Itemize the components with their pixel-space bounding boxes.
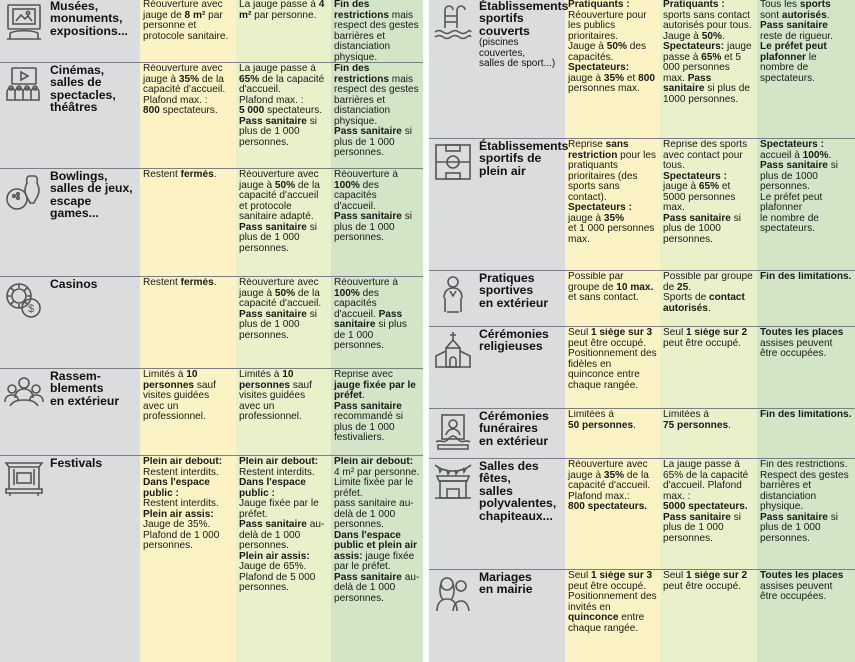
category-title: Cérémonies religieuses: [479, 327, 549, 354]
category-title: Bowlings, salles de jeux, escape games...: [50, 169, 133, 221]
category-label: [479, 571, 563, 596]
phase-3-cell: Réouverture à 100% des capacités d'accueil. Pass sanitaire si plus de 1 000 personnes.: [334, 170, 412, 243]
table-row-cinemas: [0, 64, 423, 170]
row-divider: [0, 368, 423, 369]
phase-3-cell: Fin des restrictions. Respect des gestes barrières et distanciation physique. Pass sanitaire si plus de 1 000 personnes.: [760, 460, 849, 544]
table-row-etab-plein-air: [429, 140, 855, 272]
category-title: Festivals: [50, 456, 103, 470]
category-title: Établissements sportifs couverts: [479, 0, 569, 38]
category-title: Mariages en mairie: [479, 570, 533, 597]
category-cell: [0, 64, 140, 170]
phase-3-cell: Spectateurs : accueil à 100%. Pass sanitaire si plus de 1000 personnes. Le préfet peut plafonner le nombre de spectateurs.: [760, 140, 838, 234]
category-cell: [0, 457, 140, 662]
phase-1-cell: Plein air debout: Restent interdits. Dans l'espace public : Restent interdits. Plein air assis: Jauge de 35%. Plafond de 1 000 personnes.: [143, 457, 223, 551]
table-row-mariages: [429, 571, 855, 662]
phase-3-cell: Toutes les places assises peuvent être occupées.: [760, 328, 844, 359]
category-title: Cérémonies funéraires en extérieur: [479, 409, 549, 448]
phase-1-cell: Réouverture avec jauge de 8 m² par personne et protocole sanitaire.: [143, 0, 229, 42]
phase-2-cell: Reprise des sports avec contact pour tous. Spectateurs : jauge à 65% et 5000 personnes max. Pass sanitaire si plus de 1000 personnes.: [663, 140, 748, 245]
phase-2-cell: Limités à 10 personnes sauf visites guidées avec un professionnel.: [239, 370, 312, 422]
row-divider: [0, 168, 423, 169]
category-cell: [0, 370, 140, 457]
row-divider: [429, 270, 855, 271]
table-row-pratiques: [429, 272, 855, 328]
category-cell: [429, 410, 565, 460]
category-label: [50, 370, 138, 407]
table-row-religieuses: [429, 328, 855, 410]
category-label: [479, 460, 563, 522]
category-label: [479, 328, 563, 353]
svg-text:$: $: [27, 303, 35, 315]
phase-1-cell: Seul 1 siège sur 3 peut être occupé. Positionnement des invités en quinconce entre chaque rangée.: [568, 571, 657, 634]
phase-1-cell: Possible par groupe de 10 max. et sans contact.: [568, 272, 654, 303]
left-table-panel: [0, 0, 423, 662]
row-divider: [429, 138, 855, 139]
phase-2-cell: Pratiquants : sports sans contact autorisés pour tous. Jauge à 50%. Spectateurs: jauge passe à 65% et 5 000 personnes max. Pass sanitaire si plus de 1000 personnes.: [663, 0, 752, 105]
row-divider: [429, 326, 855, 327]
phase-3-cell: Fin des limitations.: [760, 272, 852, 282]
phase-2-cell: Seul 1 siège sur 2 peut être occupé.: [663, 328, 748, 349]
casino-icon: [4, 280, 44, 320]
category-title: Pratiques sportives en extérieur: [479, 271, 549, 310]
category-label: [50, 0, 138, 37]
party-hall-icon: [433, 462, 473, 502]
category-cell: [429, 272, 565, 328]
phase-3-cell: Réouverture à 100% des capacités d'accueil. Pass sanitaire si plus de 1 000 personnes.: [334, 278, 407, 351]
festival-stage-icon: [4, 459, 44, 499]
phase-2-cell: Limitées à 75 personnes.: [663, 410, 731, 431]
row-divider: [429, 458, 855, 459]
category-title: Établissements sportifs de plein air: [479, 139, 569, 178]
sports-field-icon: [433, 142, 473, 182]
row-divider: [0, 62, 423, 63]
category-label: [479, 410, 563, 447]
row-divider: [0, 455, 423, 456]
table-row-etab-couverts: [429, 0, 855, 140]
category-title: Casinos: [50, 277, 98, 291]
phase-3-cell: Fin des limitations.: [760, 410, 852, 420]
phase-1-cell: Limités à 10 personnes sauf visites guidées avec un professionnel.: [143, 370, 216, 422]
category-label: [50, 64, 138, 114]
row-divider: [429, 569, 855, 570]
phase-1-cell: Restent fermés.: [143, 278, 217, 288]
phase-1-cell: Restent fermés.: [143, 170, 217, 180]
crowd-icon: [4, 372, 44, 412]
phase-3-cell: Reprise avec jauge fixée par le préfet. Pass sanitaire recommandé si plus de 1 000 festivaliers.: [334, 370, 416, 443]
phase-3-cell: Toutes les places assises peuvent être occupées.: [760, 571, 844, 602]
category-label: [479, 139, 569, 178]
category-cell: [0, 170, 140, 278]
phase-2-cell: La jauge passe à 65% de la capacité d'accueil. Plafond max. : 5000 spectateurs. Pass sanitaire si plus de 1 000 personnes.: [663, 460, 749, 544]
phase-1-cell: Pratiquants : Réouverture pour les publics prioritaires. Jauge à 50% des capacités. Spectateurs: jauge à 35% et 800 personnes max.: [568, 0, 655, 94]
category-label: [50, 170, 138, 220]
phase-2-cell: La jauge passe à 65% de la capacité d'accueil. Plafond max. : 5 000 spectateurs. Pass sanitaire si plus de 1 000 personnes.: [239, 64, 325, 148]
row-divider: [0, 276, 423, 277]
category-title: Cinémas, salles de spectacles, théâtres: [50, 63, 116, 115]
table-row-musees: [0, 0, 423, 64]
category-cell: [429, 571, 565, 662]
runner-icon: [433, 274, 473, 314]
category-label: [50, 457, 138, 469]
phase-1-cell: Reprise sans restriction pour les pratiquants prioritaires (des sports sans contact). Spectateurs : jauge à 35% et 1 000 personnes max.: [568, 140, 657, 245]
category-cell: [429, 139, 569, 272]
category-cell: [429, 0, 569, 140]
phase-2-cell: Réouverture avec jauge à 50% de la capacité d'accueil et protocole sanitaire adapté. Pass sanitaire si plus de 1 000 personnes.: [239, 170, 320, 254]
table-row-rassemblements: [0, 370, 423, 457]
phase-1-cell: Limitées à 50 personnes.: [568, 410, 636, 431]
category-label: [479, 0, 569, 70]
phase-1-cell: Réouverture avec jauge à 35% de la capacité d'accueil. Plafond max.: 800 spectateurs.: [568, 460, 651, 512]
phase-3-cell: Fin des restrictions mais respect des gestes barrières et distanciation physique.: [334, 0, 419, 63]
table-row-bowlings: [0, 170, 423, 278]
phase-2-cell: La jauge passe à 4 m² par personne.: [239, 0, 325, 21]
category-title: Musées, monuments, expositions...: [50, 0, 128, 38]
right-table-panel: [429, 0, 855, 662]
bowling-icon: [4, 172, 44, 212]
category-title: Salles des fêtes, salles polyvalentes, chapiteaux...: [479, 459, 557, 523]
table-row-festivals: [0, 457, 423, 662]
phase-1-cell: Seul 1 siège sur 3 peut être occupé. Positionnement des fidèles en quinconce entre chaque rangée.: [568, 328, 657, 391]
phase-2-cell: Seul 1 siège sur 2 peut être occupé.: [663, 571, 748, 592]
category-cell: [0, 278, 140, 370]
category-label: [50, 278, 138, 290]
table-row-funeraires: [429, 410, 855, 460]
category-label: [479, 272, 563, 309]
wedding-couple-icon: [433, 573, 473, 613]
category-cell: [0, 0, 140, 64]
swimming-pool-icon: [433, 2, 473, 42]
phase-3-cell: Tous les sports sont autorisés. Pass sanitaire reste de rigueur. Le préfet peut plafonner le nombre de spectateurs.: [760, 0, 833, 84]
table-row-casinos: [0, 278, 423, 370]
museum-icon: [4, 2, 44, 42]
category-cell: [429, 328, 565, 410]
phase-2-cell: Plein air debout: Restent interdits. Dans l'espace public : Jauge fixée par le préfet. Pass sanitaire au-delà de 1 000 personnes. Plein air assis: Jauge de 65%. Plafond de 5 000 personnes.: [239, 457, 325, 593]
phase-1-cell: Réouverture avec jauge à 35% de la capacité d'accueil. Plafond max. : 800 spectateurs.: [143, 64, 226, 116]
phase-3-cell: Plein air debout: 4 m² par personne. Limite fixée par le préfet. pass sanitaire au-delà de 1 000 personnes. Dans l'espace public et plein air assis: jauge fixée par le préfet. Pass sanitaire au-delà de 1 000 personnes.: [334, 457, 420, 604]
phase-2-cell: Réouverture avec jauge à 50% de la capacité d'accueil. Pass sanitaire si plus de 1 000 personnes.: [239, 278, 322, 341]
category-cell: [429, 460, 565, 571]
phase-3-cell: Fin des restrictions mais respect des gestes barrières et distanciation physique. Pass sanitaire si plus de 1 000 personnes.: [334, 64, 419, 158]
row-divider: [429, 408, 855, 409]
table-row-salles-fetes: [429, 460, 855, 571]
category-sublabel: (piscines couvertes, salles de sport...): [479, 37, 556, 70]
cinema-icon: [4, 66, 44, 106]
phase-2-cell: Possible par groupe de 25. Sports de contact autorisés.: [663, 272, 753, 314]
category-title: Rassem- blements en extérieur: [50, 369, 120, 408]
funeral-portrait-icon: [433, 412, 473, 452]
church-icon: [433, 330, 473, 370]
